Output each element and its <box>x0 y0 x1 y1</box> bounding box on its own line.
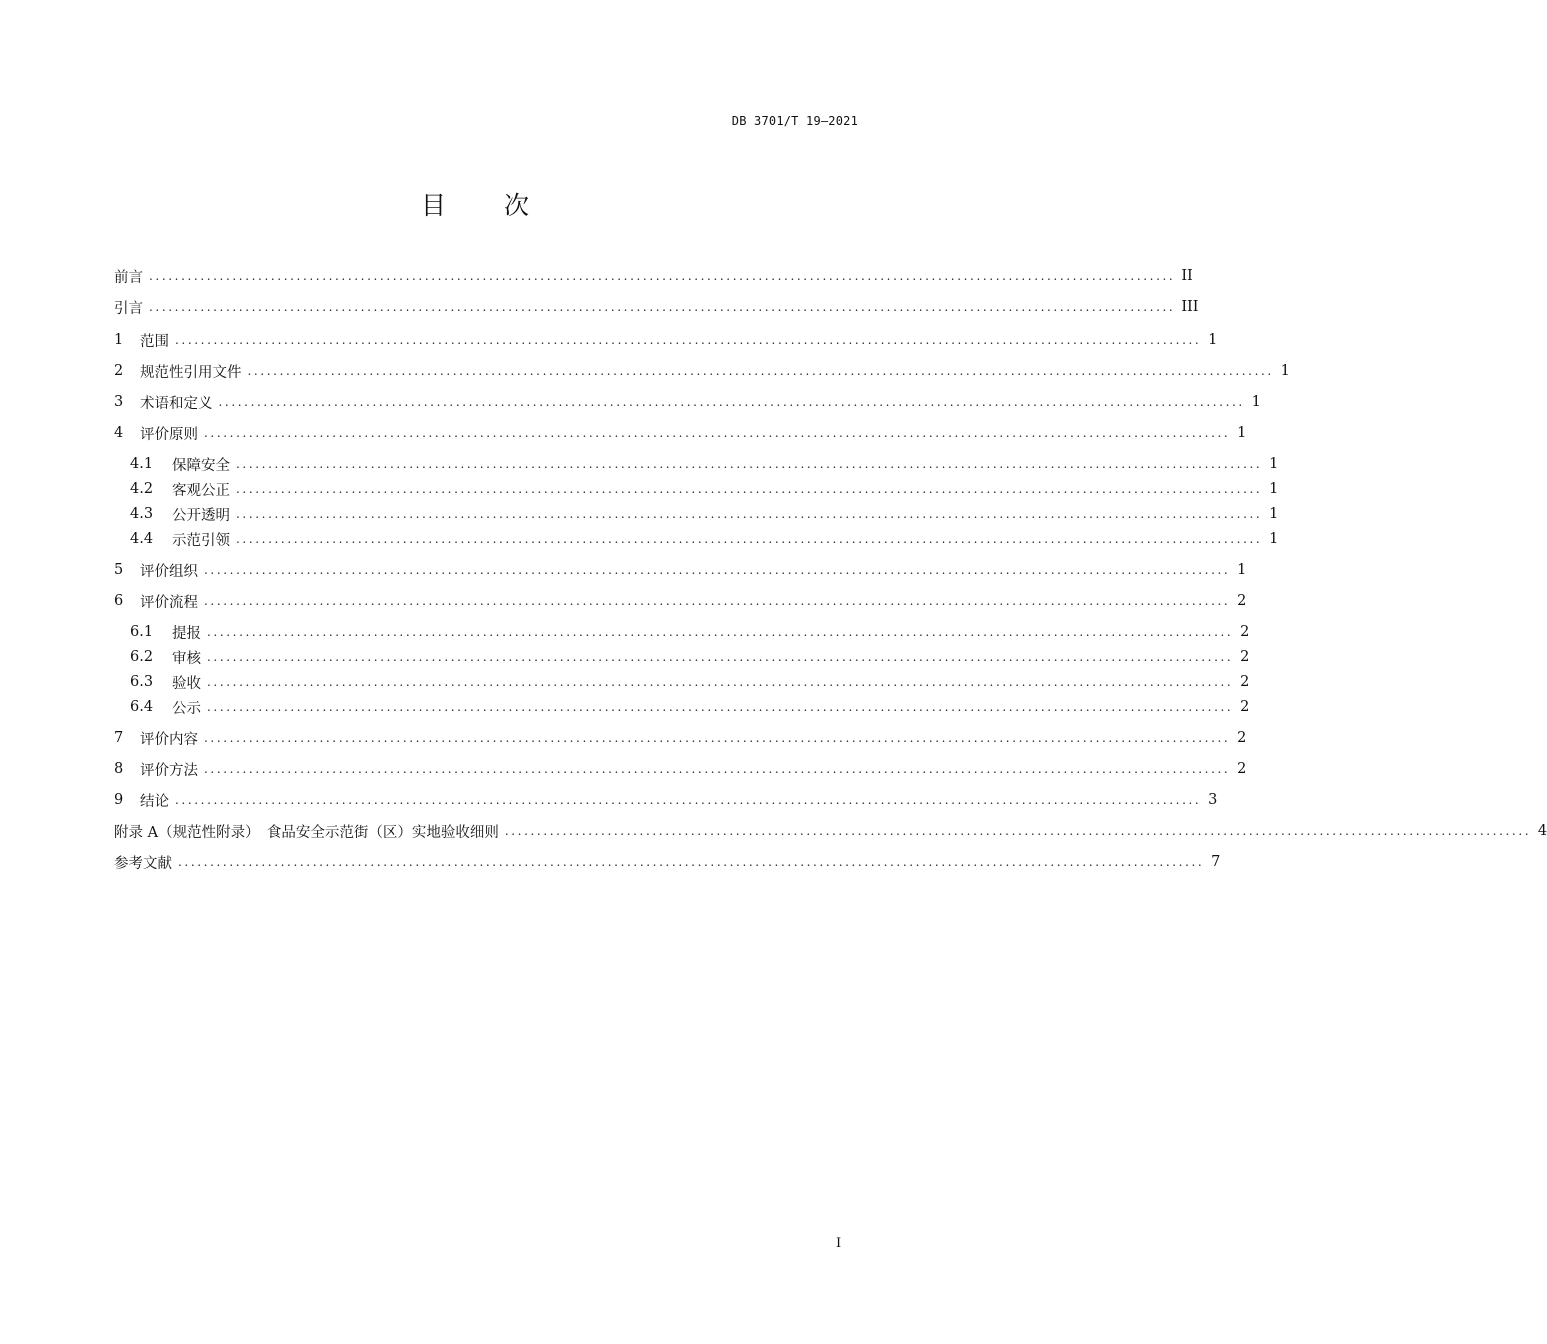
toc-entry-title: 结论 <box>140 793 169 810</box>
toc-entry-title: 示范引领 <box>172 532 230 549</box>
toc-entry[interactable] <box>114 328 1218 352</box>
toc-entry-page: 2 <box>1240 674 1250 690</box>
toc-entry-number: 3 <box>114 394 124 410</box>
toc-entry[interactable] <box>130 477 1279 501</box>
toc-entry-page: 2 <box>1237 730 1247 746</box>
toc-entry-number: 4.3 <box>130 506 154 522</box>
toc-entry-title: 客观公正 <box>172 482 230 499</box>
toc-entry-page: 1 <box>1269 481 1279 497</box>
toc-entry-page: 2 <box>1240 699 1250 715</box>
toc-leader-dots: ................................................................................................................................................................ <box>149 269 1176 283</box>
toc-entry-page: 1 <box>1269 506 1279 522</box>
toc-entry-title: 参考文献 <box>114 855 172 872</box>
toc-entry-page: II <box>1181 268 1193 284</box>
toc-entry-number: 4 <box>114 425 124 441</box>
toc-entry-title: 评价组织 <box>140 563 198 580</box>
toc-entry-number: 2 <box>114 363 124 379</box>
toc-entry-number: 8 <box>114 761 124 777</box>
toc-entry-page: 2 <box>1237 593 1247 609</box>
toc-entry[interactable] <box>130 502 1279 526</box>
toc-entry[interactable] <box>130 452 1279 476</box>
page-title-right: 次 <box>504 191 530 220</box>
toc-entry-title: 提报 <box>172 625 201 642</box>
toc-leader-dots: ................................................................................................................................................................ <box>175 333 1202 347</box>
toc-entry-title: 验收 <box>172 675 201 692</box>
toc-entry[interactable] <box>130 670 1250 694</box>
toc-leader-dots: ................................................................................................................................................................ <box>204 731 1231 745</box>
toc-entry-title: 评价流程 <box>140 594 198 611</box>
toc-entry-page: 3 <box>1208 792 1218 808</box>
toc-entry[interactable] <box>130 695 1250 719</box>
toc-leader-dots: ................................................................................................................................................................ <box>175 793 1202 807</box>
page-number: I <box>836 1236 842 1251</box>
toc-entry-title: 范围 <box>140 333 169 350</box>
toc-entry[interactable] <box>114 390 1261 414</box>
toc-leader-dots: ................................................................................................................................................................ <box>207 700 1234 714</box>
toc-entry-page: 1 <box>1269 456 1279 472</box>
toc-entry-title: 评价内容 <box>140 731 198 748</box>
toc-entry-title: 公示 <box>172 700 201 717</box>
toc-entry-title: 公开透明 <box>172 507 230 524</box>
toc-entry-number: 1 <box>114 332 124 348</box>
document-code: DB 3701/T 19—2021 <box>731 114 858 128</box>
toc-entry-title: 前言 <box>114 269 143 286</box>
toc-entry-page: 1 <box>1251 394 1261 410</box>
toc-entry-page: 2 <box>1240 649 1250 665</box>
toc-entry-page: 2 <box>1237 761 1247 777</box>
toc-entry[interactable] <box>114 819 1547 843</box>
toc-entry[interactable] <box>114 788 1218 812</box>
toc-entry-title: 评价原则 <box>140 426 198 443</box>
toc-entry[interactable] <box>130 620 1250 644</box>
toc-entry-page: III <box>1181 299 1199 315</box>
toc-entry-number: 4.4 <box>130 531 154 547</box>
toc-entry[interactable] <box>114 359 1290 383</box>
toc-entry-page: 2 <box>1240 624 1250 640</box>
toc-entry-number: 5 <box>114 562 124 578</box>
toc-leader-dots: ................................................................................................................................................................ <box>236 507 1263 521</box>
toc-entry-title: 评价方法 <box>140 762 198 779</box>
toc-leader-dots: ................................................................................................................................................................ <box>207 650 1234 664</box>
toc-entry-page: 7 <box>1211 854 1221 870</box>
toc-entry[interactable] <box>114 757 1247 781</box>
toc-leader-dots: ................................................................................................................................................................ <box>204 563 1231 577</box>
toc-entry-number: 7 <box>114 730 124 746</box>
toc-leader-dots: ................................................................................................................................................................ <box>504 824 1532 838</box>
toc-entry-title: 规范性引用文件 <box>140 364 242 381</box>
page-title <box>0 186 950 222</box>
toc-entry-number: 6.2 <box>130 649 154 665</box>
toc-entry[interactable] <box>114 295 1199 319</box>
toc-leader-dots: ................................................................................................................................................................ <box>236 482 1263 496</box>
page-title-left: 目 <box>420 191 446 220</box>
toc-entry[interactable] <box>114 558 1247 582</box>
toc-entry-title: 审核 <box>172 650 201 667</box>
toc-entry-page: 4 <box>1537 823 1547 839</box>
toc-entry[interactable] <box>130 645 1250 669</box>
toc-leader-dots: ................................................................................................................................................................ <box>218 395 1245 409</box>
toc-entry-number: 6.4 <box>130 699 154 715</box>
toc-entry[interactable] <box>114 850 1221 874</box>
toc-leader-dots: ................................................................................................................................................................ <box>204 762 1231 776</box>
toc-entry-page: 1 <box>1208 332 1218 348</box>
toc-entry[interactable] <box>114 589 1247 613</box>
toc-entry-number: 9 <box>114 792 124 808</box>
toc-entry-title: 附录 A（规范性附录） 食品安全示范街（区）实地验收细则 <box>114 824 499 841</box>
toc-entry-title: 保障安全 <box>172 457 230 474</box>
toc-entry-number: 6 <box>114 593 124 609</box>
toc-entry[interactable] <box>114 726 1247 750</box>
toc-leader-dots: ................................................................................................................................................................ <box>207 675 1234 689</box>
toc-leader-dots: ................................................................................................................................................................ <box>149 300 1176 314</box>
toc-leader-dots: ................................................................................................................................................................ <box>204 426 1231 440</box>
toc-entry[interactable] <box>130 527 1279 551</box>
toc-entry[interactable] <box>114 421 1247 445</box>
toc-entry-page: 1 <box>1237 562 1247 578</box>
toc-leader-dots: ................................................................................................................................................................ <box>236 457 1263 471</box>
toc-entry-number: 6.1 <box>130 624 154 640</box>
toc-entry[interactable] <box>114 264 1193 288</box>
toc-entry-page: 1 <box>1269 531 1279 547</box>
toc-entry-page: 1 <box>1280 363 1290 379</box>
toc-leader-dots: ................................................................................................................................................................ <box>178 855 1205 869</box>
toc-entry-page: 1 <box>1237 425 1247 441</box>
toc-entry-title: 引言 <box>114 300 143 317</box>
toc-leader-dots: ................................................................................................................................................................ <box>247 364 1274 378</box>
toc-leader-dots: ................................................................................................................................................................ <box>204 594 1231 608</box>
toc-leader-dots: ................................................................................................................................................................ <box>207 625 1234 639</box>
toc-entry-number: 4.2 <box>130 481 154 497</box>
toc-entry-title: 术语和定义 <box>140 395 213 412</box>
toc-leader-dots: ................................................................................................................................................................ <box>236 532 1263 546</box>
toc-entry-number: 6.3 <box>130 674 154 690</box>
toc-entry-number: 4.1 <box>130 456 154 472</box>
